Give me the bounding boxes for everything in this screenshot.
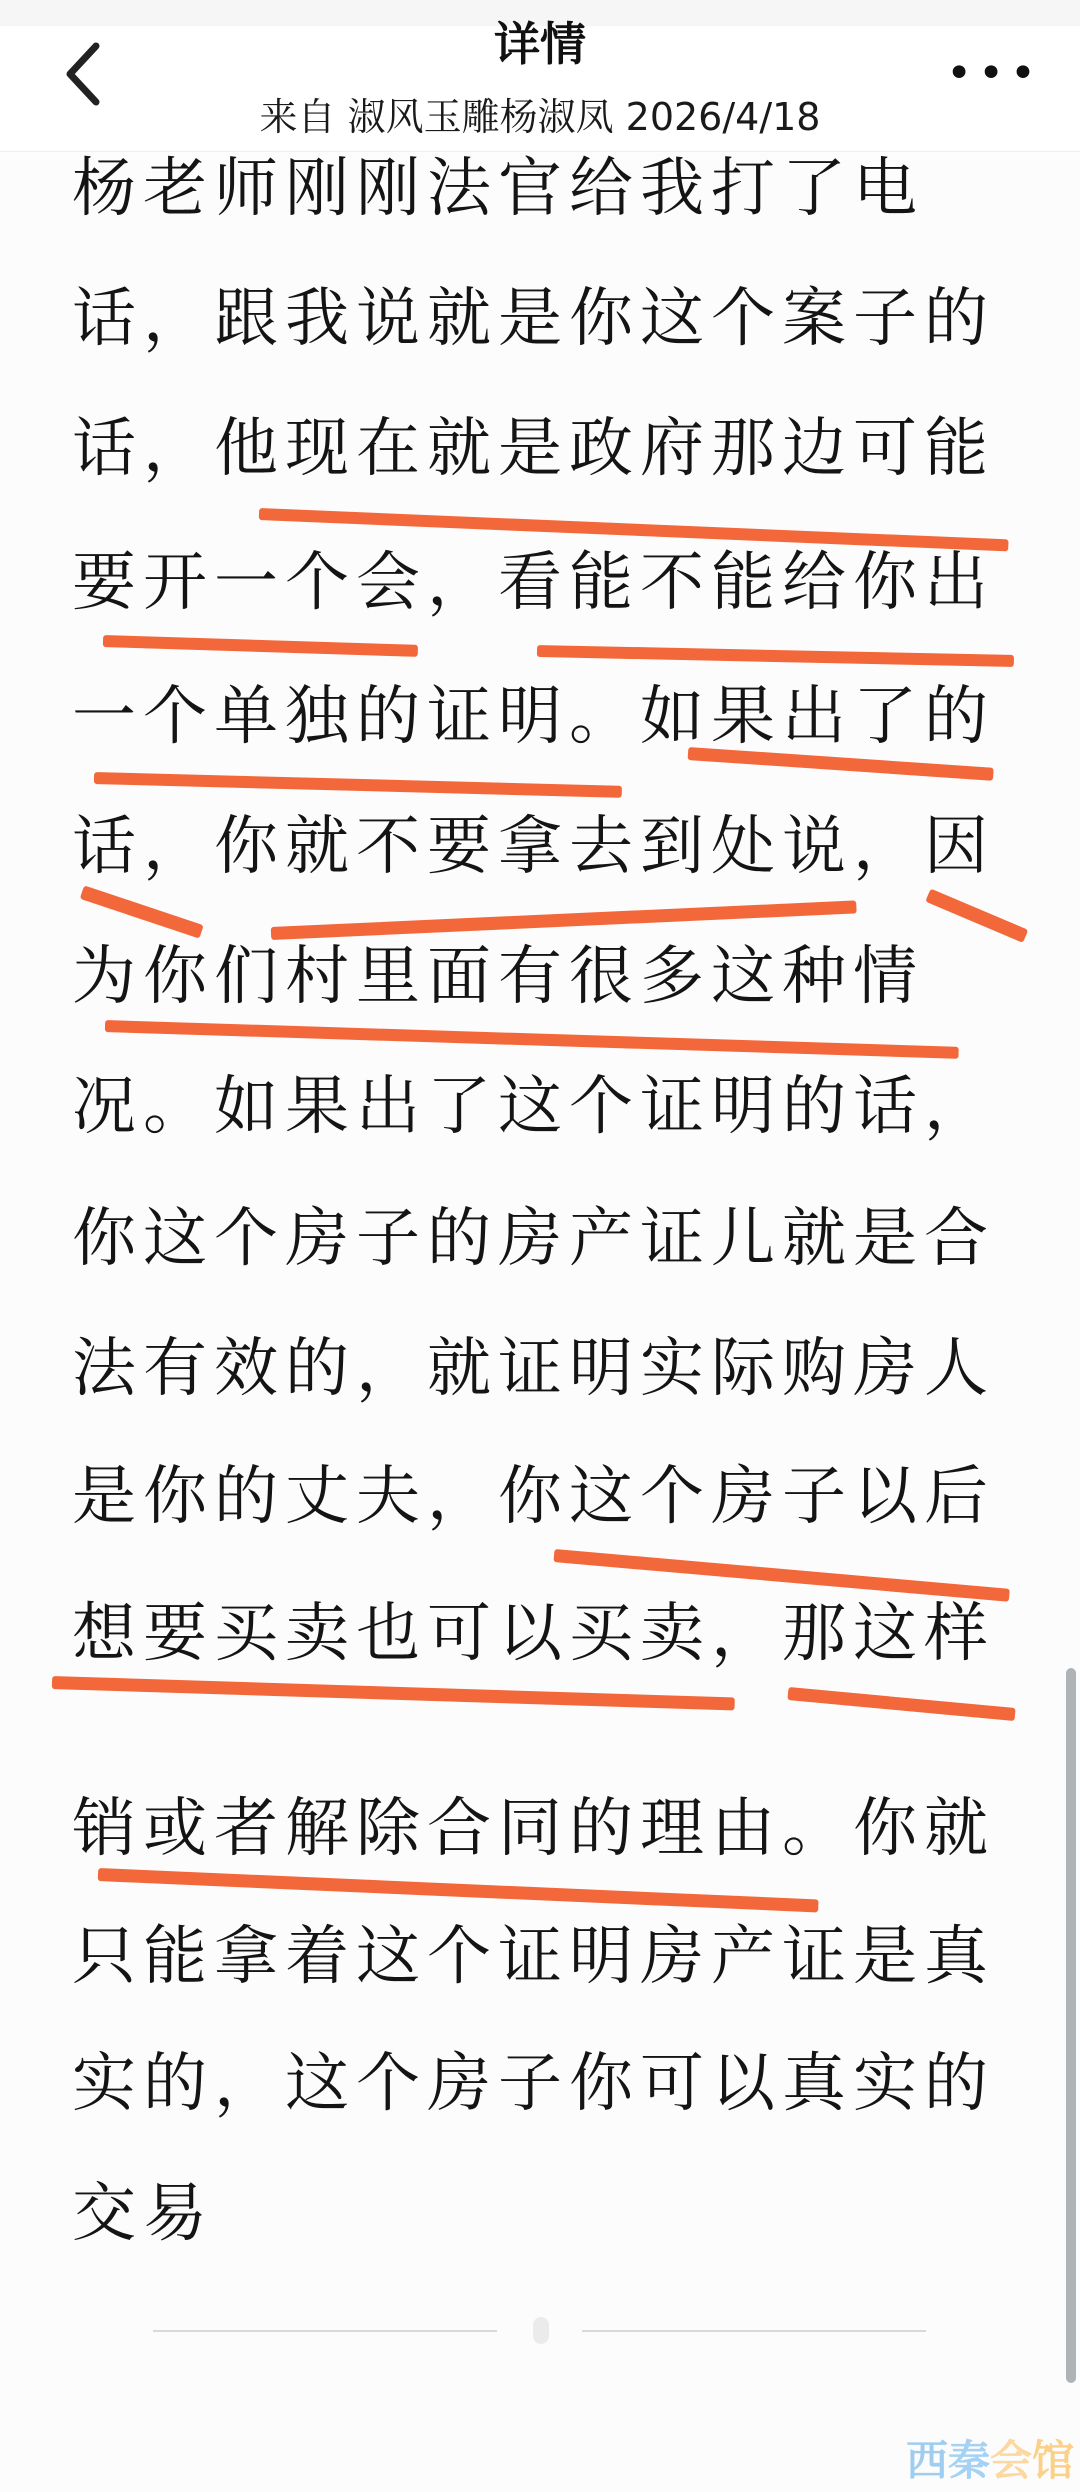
highlight-stroke	[103, 635, 418, 657]
message-line: 话，你就不要拿去到处说，因	[72, 810, 995, 884]
highlight-stroke	[105, 1020, 959, 1059]
watermark-char: 秦	[947, 2436, 990, 2485]
message-line: 话，跟我说就是你这个案子的	[72, 282, 995, 356]
watermark-char: 西	[905, 2436, 948, 2485]
message-line: 是你的丈夫，你这个房子以后	[72, 1460, 995, 1534]
highlight-stroke	[52, 1676, 735, 1710]
message-line: 交易	[72, 2177, 214, 2251]
message-line: 只能拿着这个证明房产证是真	[72, 1920, 995, 1994]
message-line: 销或者解除合同的理由。你就	[72, 1792, 995, 1866]
page-title: 详情	[494, 17, 586, 71]
more-menu-button[interactable]: •••	[946, 48, 1042, 99]
highlight-stroke	[553, 1549, 1009, 1602]
highlight-stroke	[925, 889, 1028, 943]
message-line: 想要买卖也可以买卖，那这样	[72, 1597, 995, 1671]
watermark	[906, 2428, 1074, 2488]
highlight-stroke	[94, 772, 622, 798]
drag-handle[interactable]	[533, 2317, 549, 2344]
message-line: 为你们村里面有很多这种情	[72, 940, 924, 1014]
bottom-divider-right	[582, 2330, 926, 2332]
watermark-char: 会	[989, 2436, 1032, 2485]
message-line: 你这个房子的房产证儿就是合	[72, 1202, 995, 1276]
header-bar	[0, 17, 1080, 152]
highlight-stroke	[271, 900, 857, 940]
highlight-stroke	[80, 885, 204, 938]
message-line: 一个单独的证明。如果出了的	[72, 680, 995, 754]
scrollbar[interactable]	[1066, 1668, 1076, 2383]
highlight-stroke	[537, 645, 1014, 667]
message-line: 话，他现在就是政府那边可能	[72, 412, 995, 486]
message-line: 法有效的，就证明实际购房人	[72, 1332, 995, 1406]
bottom-divider-left	[153, 2330, 497, 2332]
highlight-stroke	[787, 1687, 1015, 1721]
message-line: 况。如果出了这个证明的话，	[72, 1070, 995, 1144]
source-subtitle: 来自 淑风玉雕杨淑凤 2026/4/18	[259, 95, 821, 139]
message-line: 实的，这个房子你可以真实的	[72, 2047, 995, 2121]
message-body[interactable]	[0, 153, 1080, 2492]
message-line: 要开一个会，看能不能给你出	[72, 546, 995, 620]
watermark-char: 馆	[1031, 2436, 1074, 2485]
message-line: 杨老师刚刚法官给我打了电	[72, 152, 924, 226]
highlight-stroke	[259, 508, 1009, 551]
highlight-stroke	[98, 1868, 819, 1912]
